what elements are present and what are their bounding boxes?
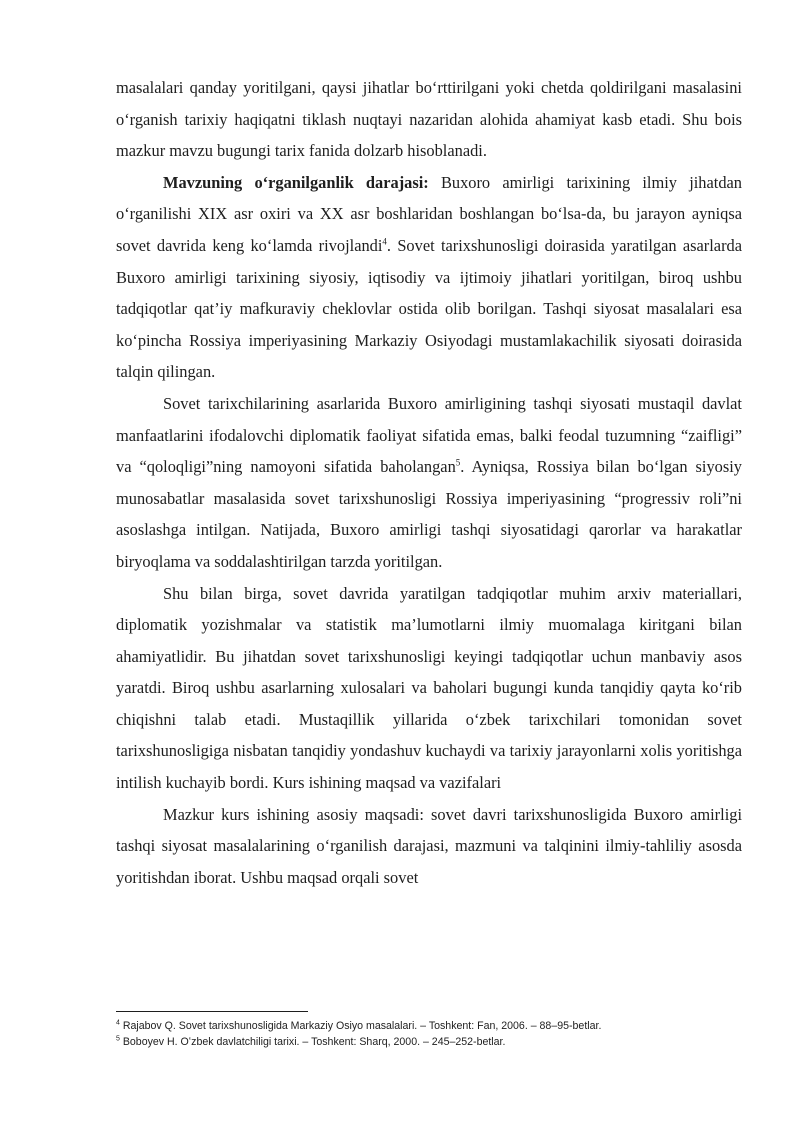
paragraph-study-level xyxy=(116,167,742,388)
paragraph-archival-materials xyxy=(116,578,742,799)
footnote-5 xyxy=(116,1034,756,1050)
body-text xyxy=(116,72,742,893)
footnote-separator xyxy=(116,1011,308,1012)
paragraph-text: Shu bilan birga, sovet davrida yaratilgan tadqiqotlar muhim arxiv materiallari, diplomatik yozishmalar va statistik ma’lumotlarni ilmiy muomalaga kiritgani bilan ahamiyatlidir. Bu jihatdan sovet tarixshunosligi keyingi tadqiqotlar uchun manbaviy asos yaratdi. Biroq ushbu asarlarning xulosalari va baholari bugungi kunda tanqidiy qayta koʻrib chiqishni talab etadi. Mustaqillik yillarida oʻzbek tarixchilari tomonidan sovet tarixshunosligiga nisbatan tanqidiy yondashuv kuchaydi va tarixiy jarayonlarni xolis yoritishga intilish kuchayib bordi. Kurs ishining maqsad va vazifalari xyxy=(116,583,742,793)
paragraph-soviet-historians xyxy=(116,388,742,578)
footnote-4 xyxy=(116,1018,756,1034)
footnote-ref-5[interactable]: 5 xyxy=(455,457,461,468)
section-lead-heading: Mavzuning oʻrganilganlik darajasi: xyxy=(163,172,429,192)
paragraph-text: . Sovet tarixshunosligi doirasida yaratilgan asarlarda Buxoro amirligi tarixining siyosiy, iqtisodiy va ijtimoiy jihatlari yoritilgan, biroq ushbu tadqiqotlar qat’iy mafkuraviy cheklovlar ostida olib borilgan. Tashqi siyosat masalalari esa koʻpincha Rossiya imperiyasining Markaziy Osiyodagi mustamlakachilik siyosati doirasida talqin qilingan. xyxy=(116,235,743,382)
footnote-text: Rajabov Q. Sovet tarixshunosligida Markaziy Osiyo masalalari. – Toshkent: Fan, 2006. – 88–95-betlar. xyxy=(119,1020,602,1032)
footnotes xyxy=(116,1018,756,1050)
paragraph-text: Mazkur kurs ishining asosiy maqsadi: sovet davri tarixshunosligida Buxoro amirligi tashqi siyosat masalalarining oʻrganilish darajasi, mazmuni va talqinini ilmiy-tahliliy asosda yoritishdan iborat. Ushbu maqsad orqali sovet xyxy=(116,804,742,887)
footnote-ref-4[interactable]: 4 xyxy=(382,236,387,247)
paragraph-text: Sovet tarixchilarining asarlarida Buxoro amirligining tashqi siyosati mustaqil davlat manfaatlarini ifodalovchi diplomatik faoliyat sifatida emas, balki feodal tuzumning “zaifligi” va “qoloqligi”ning namoyoni sifatida baholangan xyxy=(116,393,742,477)
paragraph-text: masalalari qanday yoritilgani, qaysi jihatlar boʻrttirilgani yoki chetda qoldirilgani masalasini oʻrganish tarixiy haqiqatni tiklash nuqtayi nazaridan alohida ahamiyat kasb etadi. Shu bois mazkur mavzu bugungi tarix fanida dolzarb hisoblanadi. xyxy=(116,78,742,161)
paragraph-text: . Ayniqsa, Rossiya bilan boʻlgan siyosiy munosabatlar masalasida sovet tarixshunosligi Rossiya imperiyasining “progressiv roli”ni asoslashga intilgan. Natijada, Buxoro amirligi tashqi siyosatidagi qarorlar va harakatlar biryoqlama va soddalashtirilgan tarzda yoritilgan. xyxy=(116,457,742,571)
footnote-text: Boboyev H. Oʻzbek davlatchiligi tarixi. – Toshkent: Sharq, 2000. – 245–252-betlar. xyxy=(119,1036,506,1048)
paragraph-continuation xyxy=(116,72,742,167)
paragraph-text: Buxoro amirligi tarixining ilmiy jihatdan oʻrganilishi XIX asr oxiri va XX asr boshlaridan boshlangan boʻlsa-da, bu jarayon ayniqsa sovet davrida keng koʻlamda rivojlandi xyxy=(116,172,742,255)
footnote-number: 4 xyxy=(116,1019,120,1027)
paragraph-course-goal xyxy=(116,799,742,894)
footnote-number: 5 xyxy=(116,1035,120,1043)
